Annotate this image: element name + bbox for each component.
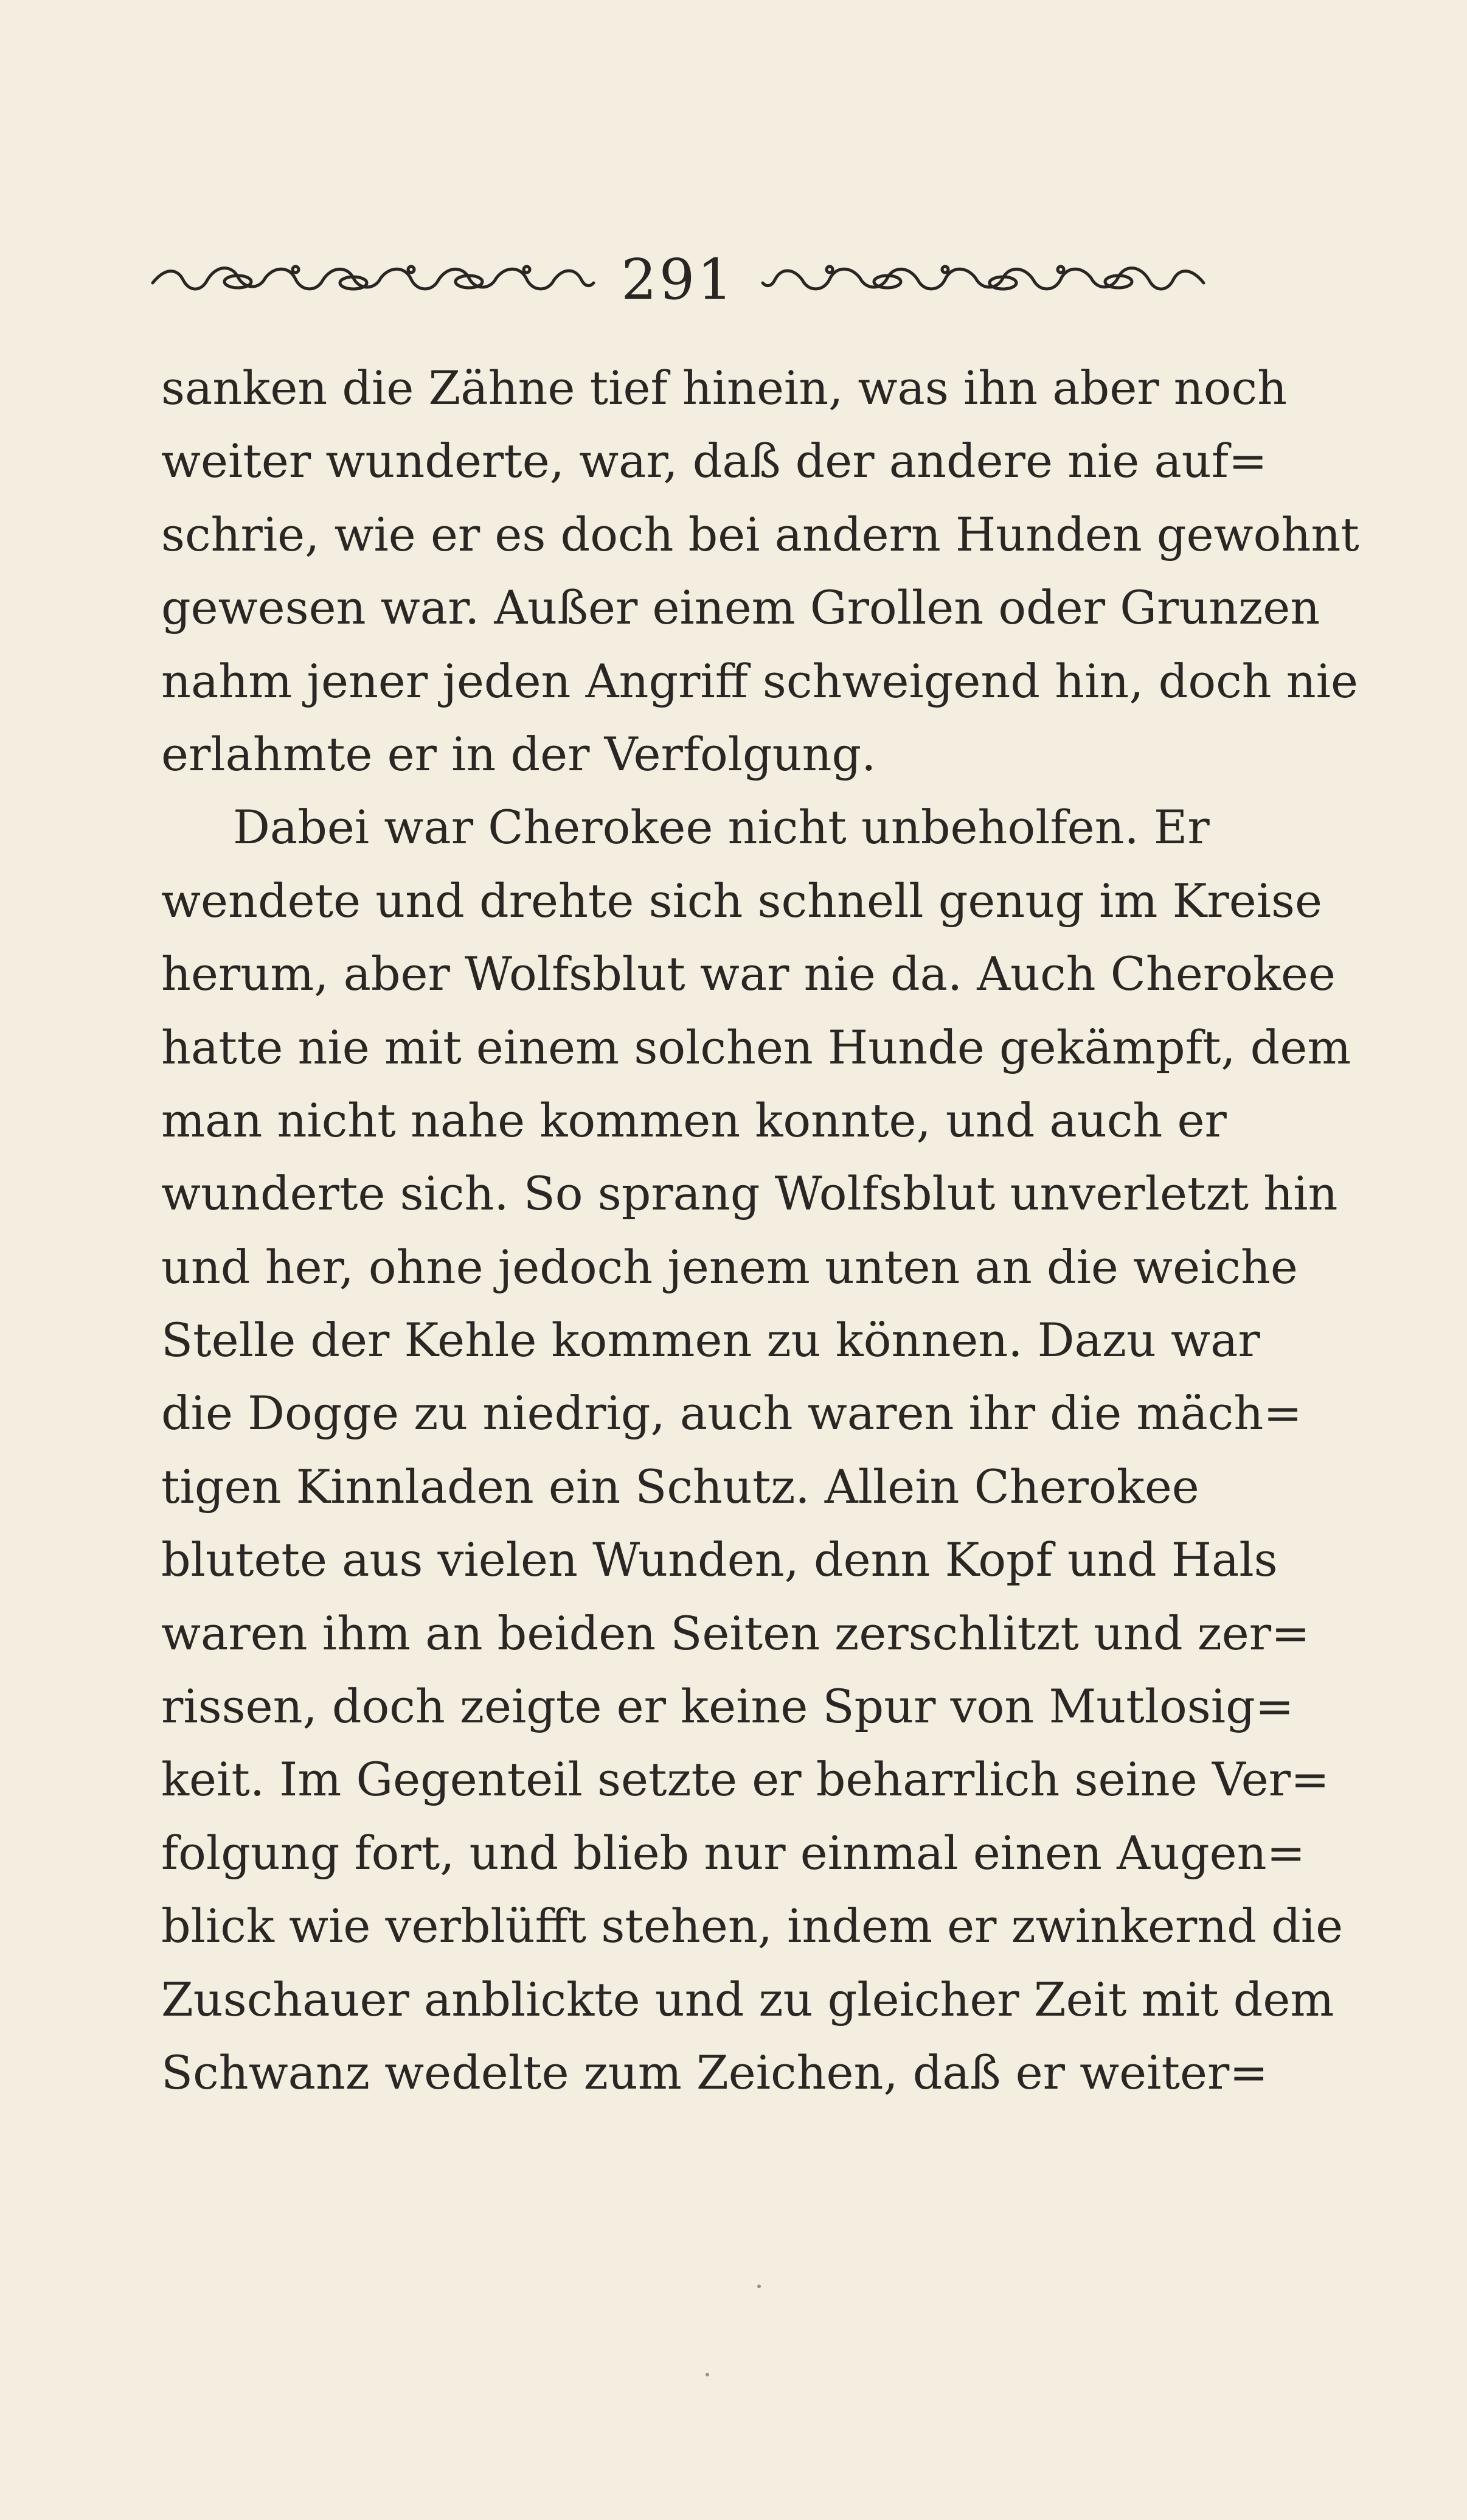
text-line: schrie, wie er es doch bei andern Hunden gewohnt: [161, 507, 1359, 562]
text-line: blutete aus vielen Wunden, denn Kopf und Hals: [161, 1533, 1278, 1587]
left-ornament-icon: [147, 259, 597, 301]
text-line: rissen, doch zeigte er keine Spur von Mutlosig=: [161, 1679, 1294, 1734]
paragraph-1: [161, 352, 1359, 791]
text-line: gewesen war. Außer einem Grollen oder Grunzen: [161, 580, 1320, 635]
text-line: man nicht nahe kommen konnte, und auch er: [161, 1093, 1227, 1147]
paragraph-2: [161, 791, 1351, 2109]
text-line: Schwanz wedelte zum Zeichen, daß er weiter=: [161, 2045, 1268, 2100]
paper-speck: [757, 2285, 761, 2288]
text-line: die Dogge zu niedrig, auch waren ihr die mäch=: [161, 1386, 1302, 1441]
text-line: Dabei war Cherokee nicht unbeholfen. Er: [233, 800, 1210, 855]
text-line: wunderte sich. So sprang Wolfsblut unverletzt hin: [161, 1166, 1338, 1221]
text-line: herum, aber Wolfsblut war nie da. Auch Cherokee: [161, 947, 1336, 1001]
text-line: nahm jener jeden Angriff schweigend hin, doch nie: [161, 653, 1358, 708]
text-line: sanken die Zähne tief hinein, was ihn aber noch: [161, 361, 1288, 415]
text-line: waren ihm an beiden Seiten zerschlitzt und zer=: [161, 1606, 1310, 1660]
text-line: folgung fort, und blieb nur einmal einen Augen=: [161, 1825, 1306, 1880]
text-line: keit. Im Gegenteil setzte er beharrlich seine Ver=: [161, 1752, 1330, 1807]
text-line: wendete und drehte sich schnell genug im Kreise: [161, 873, 1322, 928]
text-line: Zuschauer anblickte und zu gleicher Zeit mit dem: [161, 1972, 1334, 2027]
paper-speck: [706, 2373, 709, 2376]
body-text: [161, 352, 1359, 2109]
text-line: blick wie verblüfft stehen, indem er zwinkernd die: [161, 1899, 1344, 1954]
text-line: und her, ohne jedoch jenem unten an die weiche: [161, 1239, 1298, 1294]
text-line: weiter wunderte, war, daß der andere nie auf=: [161, 434, 1268, 489]
page-header: [161, 246, 1195, 313]
text-line: erlahmte er in der Verfolgung.: [161, 726, 876, 781]
text-line: hatte nie mit einem solchen Hunde gekämpft, dem: [161, 1020, 1351, 1074]
right-ornament-icon: [760, 259, 1210, 301]
text-line: Stelle der Kehle kommen zu können. Dazu war: [161, 1313, 1260, 1368]
text-line: tigen Kinnladen ein Schutz. Allein Cherokee: [161, 1459, 1199, 1514]
page-number: 291: [621, 247, 735, 312]
